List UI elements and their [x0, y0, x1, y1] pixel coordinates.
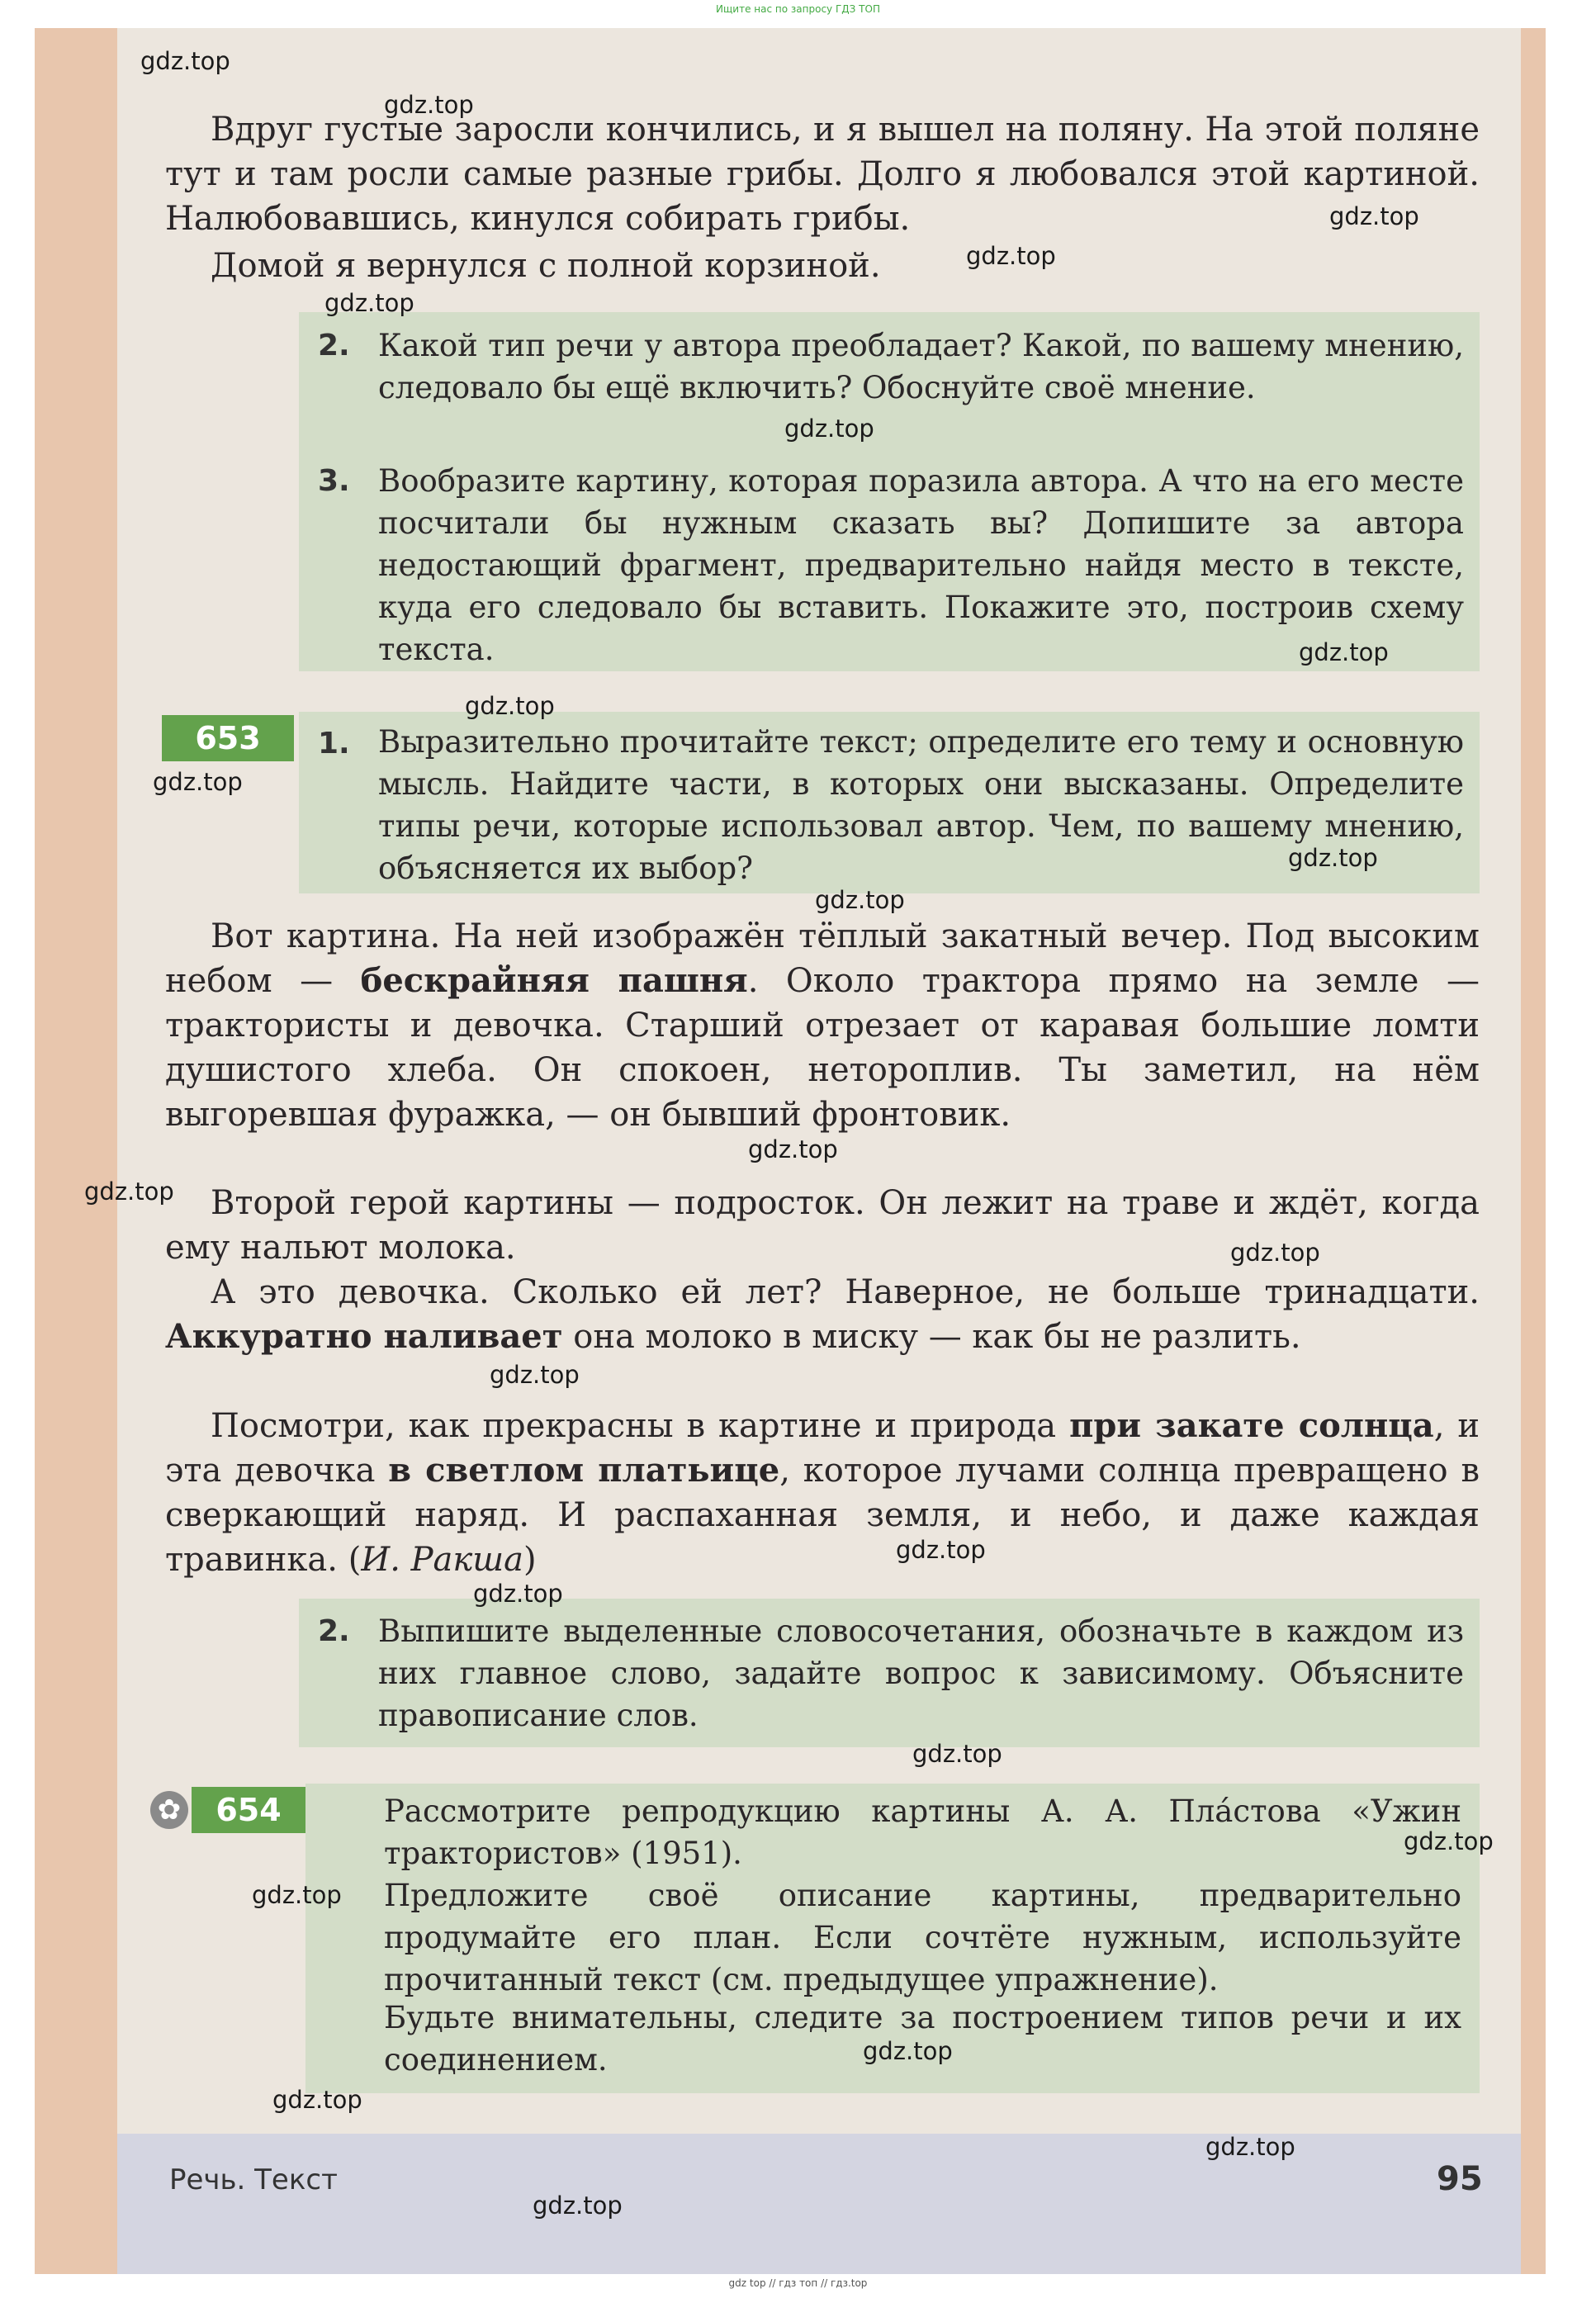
task-number-2: 2.: [318, 329, 350, 362]
exercise-654-text-1: Рассмотрите репродукцию картины А. А. Пла́стова «Ужин трактористов» (1951).: [384, 1793, 1461, 1871]
section-title: Речь. Текст: [169, 2163, 338, 2196]
highlight-phrase-3: при закате солнца: [1069, 1406, 1434, 1445]
watermark: gdz.top: [863, 2037, 953, 2065]
exercise-653-label: 653: [162, 715, 294, 761]
exercise-654-text-2: Предложите своё описание картины, предварительно продумайте его план. Если сочтёте нужным, используйте прочитанный текст (см. предыдущее упражнение).: [384, 1878, 1461, 1997]
watermark: gdz.top: [465, 692, 555, 720]
watermark: gdz.top: [272, 2086, 362, 2114]
watermark: gdz.top: [252, 1881, 342, 1909]
watermark: gdz.top: [896, 1536, 986, 1564]
watermark: gdz.top: [490, 1361, 580, 1389]
watermark: gdz.top: [748, 1135, 838, 1163]
right-margin-strip: [1521, 28, 1546, 2274]
task-text-2: Какой тип речи у автора преобладает? Какой, по вашему мнению, следовало бы ещё включить? Обоснуйте своё мнение.: [378, 328, 1464, 405]
watermark: gdz.top: [1288, 844, 1378, 872]
watermark: gdz.top: [784, 415, 874, 443]
watermark: gdz.top: [815, 886, 905, 914]
watermark: gdz.top: [324, 289, 414, 317]
exercise-654-text-3: Будьте внимательны, следите за построением типов речи и их соединением.: [384, 2000, 1461, 2078]
left-margin-strip: [35, 28, 117, 2274]
watermark: gdz.top: [84, 1177, 174, 1206]
highlight-phrase-1: бескрайняя пашня: [360, 961, 748, 1000]
watermark: gdz.top: [473, 1580, 563, 1608]
watermark: gdz.top: [1329, 202, 1419, 230]
task-number-1: 1.: [318, 727, 350, 760]
intro-paragraph-2: Домой я вернулся с полной корзиной.: [211, 247, 881, 285]
task-number-2b: 2.: [318, 1614, 350, 1648]
watermark: gdz.top: [1205, 2133, 1295, 2161]
watermark: gdz.top: [153, 768, 243, 796]
watermark: gdz.top: [1299, 638, 1389, 666]
text-paragraph-3: А это девочка. Сколько ей лет? Наверное, не больше тринадцати. Аккуратно наливает она молоко в миску — как бы не разлить.: [165, 1273, 1480, 1356]
task-text-2b: Выпишите выделенные словосочетания, обозначьте в каждом из них главное слово, задайте вопрос к зависимому. Объясните правописание слов.: [378, 1613, 1464, 1733]
page-number: 95: [1437, 2160, 1483, 2198]
task-text-3: Вообразите картину, которая поразила автора. А что на его месте посчитали бы нужным сказать вы? Допишите за автора недостающий фрагмент, предварительно найдя место в тексте, куда его следовало бы вставить. Покажите это, построив схему текста.: [378, 463, 1464, 667]
highlight-phrase-4: в светлом платьице: [388, 1451, 780, 1490]
watermark: gdz.top: [140, 47, 230, 75]
watermark: gdz.top: [1404, 1827, 1494, 1855]
task-number-3: 3.: [318, 464, 350, 498]
text-paragraph-1: Вот картина. На ней изображён тёплый закатный вечер. Под высоким небом — бескрайняя пашня. Около трактора прямо на земле — трактористы и девочка. Старший отрезает от каравая большие ломти душистого хлеба. Он спокоен, нетороплив. Ты заметил, на нём выгоревшая фуражка, — он бывший фронтовик.: [165, 917, 1480, 1134]
text-paragraph-2: Второй герой картины — подросток. Он лежит на траве и ждёт, когда ему нальют молока.: [165, 1184, 1480, 1267]
exercise-654-label: 654: [192, 1787, 305, 1833]
intro-paragraph-1: Вдруг густые заросли кончились, и я вышел на поляну. На этой поляне тут и там росли самые разные грибы. Долго я любовался этой картиной. Налюбовавшись, кинулся собирать грибы.: [165, 111, 1480, 238]
creative-task-icon: ✿: [150, 1791, 188, 1829]
watermark: gdz.top: [966, 242, 1056, 270]
footer-band: [117, 2134, 1521, 2274]
watermark: gdz.top: [384, 91, 474, 119]
author-name: И. Ракша: [361, 1541, 524, 1579]
top-note: Ищите нас по запросу ГДЗ ТОП: [716, 3, 880, 15]
highlight-phrase-2: Аккуратно наливает: [165, 1317, 563, 1356]
task-text-1: Выразительно прочитайте текст; определите его тему и основную мысль. Найдите части, в которых они высказаны. Определите типы речи, которые использовал автор. Чем, по вашему мнению, объясняется их выбор?: [378, 724, 1464, 886]
bottom-note: gdz top // гдз топ // гдз.top: [728, 2277, 868, 2289]
watermark: gdz.top: [533, 2191, 623, 2220]
watermark: gdz.top: [912, 1740, 1002, 1768]
watermark: gdz.top: [1230, 1239, 1320, 1267]
text-paragraph-4: Посмотри, как прекрасны в картине и природа при закате солнца, и эта девочка в светлом платьице, которое лучами солнца превращено в сверкающий наряд. И распаханная земля, и небо, и даже каждая травинка. (И. Ракша): [165, 1406, 1480, 1579]
